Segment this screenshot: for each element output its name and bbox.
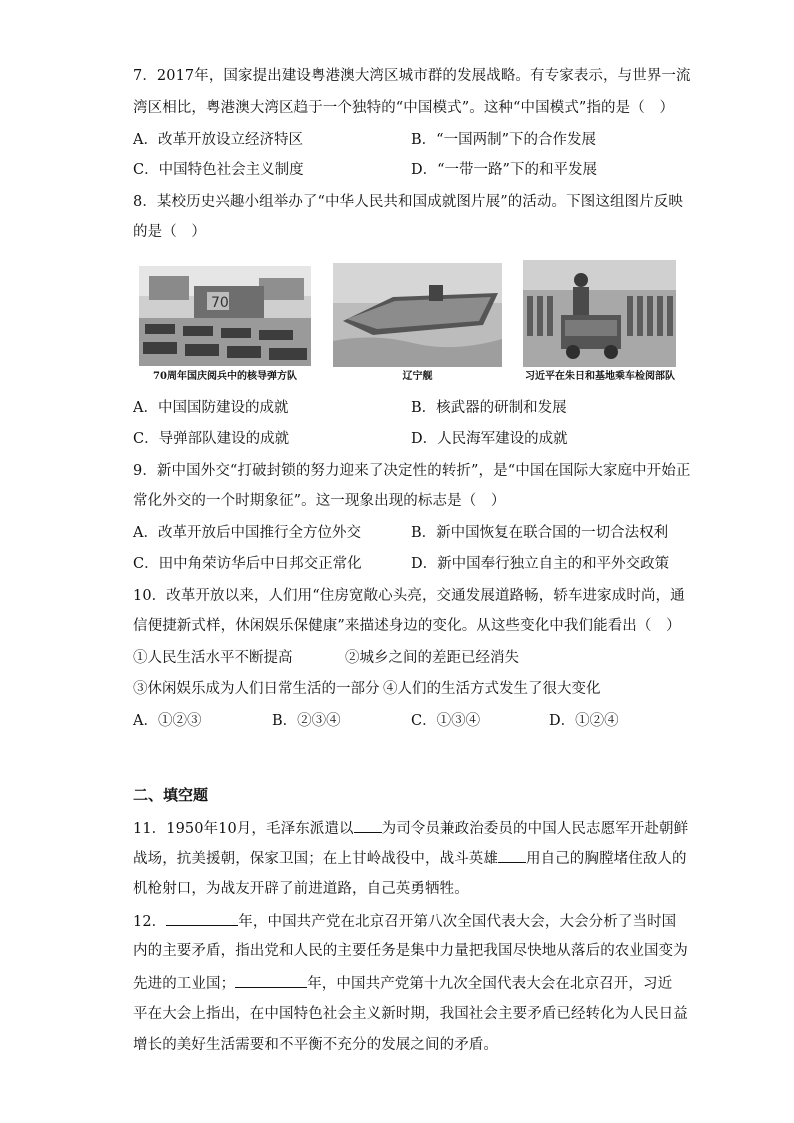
q8-option-b[interactable]: B．核武器的研制和发展 [411,400,567,416]
q7-option-a[interactable]: A．改革开放设立经济特区 [133,132,303,148]
q10-option-b[interactable]: B．②③④ [272,713,341,729]
q7-line-1: 7．2017年，国家提出建设粤港澳大湾区城市群的发展战略。有专家表示，与世界一流 [133,68,691,84]
q10-line-2: 信便捷新式样，休闲娱乐保健康”来描述身边的变化。从这些变化中我们能看出（ ） [133,618,681,634]
q12-line-4: 平在大会上指出，在中国特色社会主义新时期，我国社会主要矛盾已经转化为人民日益 [133,1006,688,1022]
q12-text-1b: 年，中国共产党在北京召开第八次全国代表大会，大会分析了当时国 [238,914,677,930]
q9-line-2: 常化外交的一个时期象征”。这一现象出现的标志是（ ） [133,493,506,509]
q11-line-3: 机枪射口，为战友开辟了前进道路，自己英勇牺牲。 [133,881,469,897]
q10-statement-2: ②城乡之间的差距已经消失 [345,650,519,666]
q12-blank-2[interactable] [235,972,307,988]
q9-option-d[interactable]: D．新中国奉行独立自主的和平外交政策 [411,556,670,572]
q11-line-1 [133,817,688,839]
photo-caption-1: 70周年国庆阅兵中的核导弹方队 [153,371,297,382]
q11-text-2b: 用自己的胸膛堵住敌人的 [526,851,687,867]
q12-line-3 [133,972,672,994]
photo-caption-2: 辽宁舰 [402,371,433,382]
q12-line-5: 增长的美好生活需要和不平衡不充分的发展之间的矛盾。 [133,1037,498,1053]
q11-blank-2[interactable] [498,847,526,863]
q10-option-d[interactable]: D．①②④ [549,713,619,729]
q12-line-1 [133,910,676,932]
photo-caption-3: 习近平在朱日和基地乘车检阅部队 [525,371,675,382]
q12-blank-1[interactable] [166,910,238,926]
q8-option-c[interactable]: C．导弹部队建设的成就 [133,431,290,447]
q12-text-1a: 12． [133,914,167,930]
q11-text-2a: 战场，抗美援朝，保家卫国；在上甘岭战役中，战斗英雄 [133,851,498,867]
svg-text:70: 70 [211,295,229,311]
troop-inspection-photo [523,260,676,367]
q9-option-c[interactable]: C．田中角荣访华后中日邦交正常化 [133,556,362,572]
q11-line-2 [133,847,687,869]
q10-statement-1: ①人民生活水平不断提高 [133,650,293,666]
q11-text-1a: 11．1950年10月，毛泽东派遣以 [133,821,354,837]
q12-text-3b: 年，中国共产党第十九次全国代表大会在北京召开，习近 [307,976,673,992]
q7-line-2: 湾区相比，粤港澳大湾区趋于一个独特的“中国模式”。这种“中国模式”指的是（ ） [133,100,675,116]
q10-option-c[interactable]: C．①③④ [411,713,481,729]
q9-line-1: 9．新中国外交“打破封锁的努力迎来了决定性的转折”，是“中国在国际大家庭中开始正 [133,463,691,479]
q7-option-d[interactable]: D．“一带一路”下的和平发展 [411,162,597,178]
aircraft-carrier-photo [333,263,502,367]
q9-option-b[interactable]: B．新中国恢复在联合国的一切合法权利 [411,525,669,541]
q8-line-1: 8．某校历史兴趣小组举办了“中华人民共和国成就图片展”的活动。下图这组图片反映 [133,194,683,210]
q10-statement-4: ④人们的生活方式发生了很大变化 [383,681,601,697]
q7-option-c[interactable]: C．中国特色社会主义制度 [133,162,304,178]
q10-option-a[interactable]: A．①②③ [133,713,202,729]
q9-option-a[interactable]: A．改革开放后中国推行全方位外交 [133,525,361,541]
q10-line-1: 10．改革开放以来，人们用“住房宽敞心头亮，交通发展道路畅，轿车进家成时尚，通 [133,588,685,604]
missile-parade-photo [139,266,311,366]
q8-line-2: 的是（ ） [133,224,206,240]
q11-text-1b: 为司令员兼政治委员的中国人民志愿军开赴朝鲜 [381,821,689,837]
q7-option-b[interactable]: B．“一国两制”下的合作发展 [411,132,596,148]
q12-text-3a: 先进的工业国； [133,976,236,992]
q8-option-a[interactable]: A．中国国防建设的成就 [133,400,289,416]
q12-line-2: 内的主要矛盾，指出党和人民的主要任务是集中力量把我国尽快地从落后的农业国变为 [133,943,688,959]
q8-option-d[interactable]: D．人民海军建设的成就 [411,431,568,447]
section-heading-fill-in: 二、填空题 [133,786,209,804]
q11-blank-1[interactable] [354,817,382,833]
q10-statement-3: ③休闲娱乐成为人们日常生活的一部分 [133,681,380,697]
